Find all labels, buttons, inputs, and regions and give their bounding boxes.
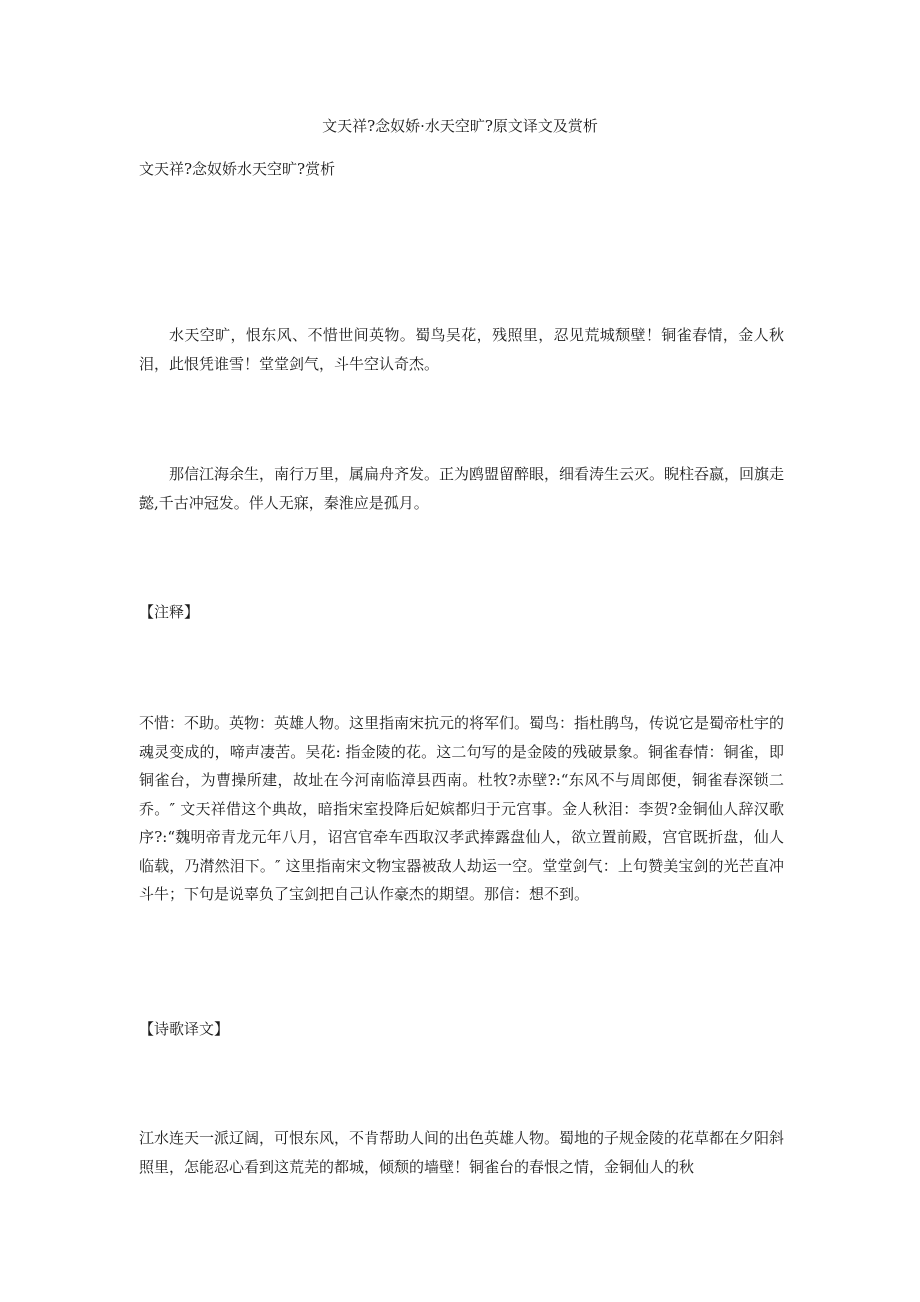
document-title: 文天祥?念奴娇·水天空旷?原文译文及赏析 <box>322 117 598 135</box>
translation-heading: 【诗歌译文】 <box>139 1020 230 1038</box>
notes-heading: 【注释】 <box>139 603 200 621</box>
notes-paragraph: 不惜：不助。英物：英雄人物。这里指南宋抗元的将军们。蜀鸟：指杜鹃鸟，传说它是蜀帝杜宇的魂灵变成的，啼声凄苦。吴花: 指金陵的花。这二句写的是金陵的残破景象。铜雀春情：铜雀，即铜雀台，为曹操所建，故址在今河南临漳县西南。杜牧?赤壁?:“东风不与周郎便，铜雀春深锁二乔。″ 文天祥借这个典故，暗指宋室投降后妃嫔都归于元宫事。金人秋泪：李贺?金铜仙人辞汉歌序?:“魏明帝青龙元年八月，诏宫官牵车西取汉孝武捧露盘仙人，欲立置前殿，宫官既折盘，仙人临载，乃潸然泪下。″ 这里指南宋文物宝器被敌人劫运一空。堂堂剑气：上句赞美宝剑的光芒直冲斗牛；下句是说辜负了宝剑把自己认作豪杰的期望。那信：想不到。 <box>139 714 785 903</box>
translation-paragraph: 江水连天一派辽阔，可恨东风，不肯帮助人间的出色英雄人物。蜀地的子规金陵的花草都在夕阳斜照里，怎能忍心看到这荒芜的都城，倾颓的墙壁！铜雀台的春恨之情，金铜仙人的秋 <box>139 1129 785 1176</box>
poem-stanza-2: 那信江海余生，南行万里，属扁舟齐发。正为鸥盟留醉眼，细看涛生云灭。睨柱吞嬴，回旗走懿,千古冲冠发。伴人无寐，秦淮应是孤月。 <box>139 465 785 512</box>
document-subtitle: 文天祥?念奴娇水天空旷?赏析 <box>139 160 336 178</box>
poem-stanza-1: 水天空旷，恨东风、不惜世间英物。蜀鸟吴花，残照里，忍见荒城颓壁！铜雀春情，金人秋泪，此恨凭谁雪！堂堂剑气，斗牛空认奇杰。 <box>139 326 784 373</box>
